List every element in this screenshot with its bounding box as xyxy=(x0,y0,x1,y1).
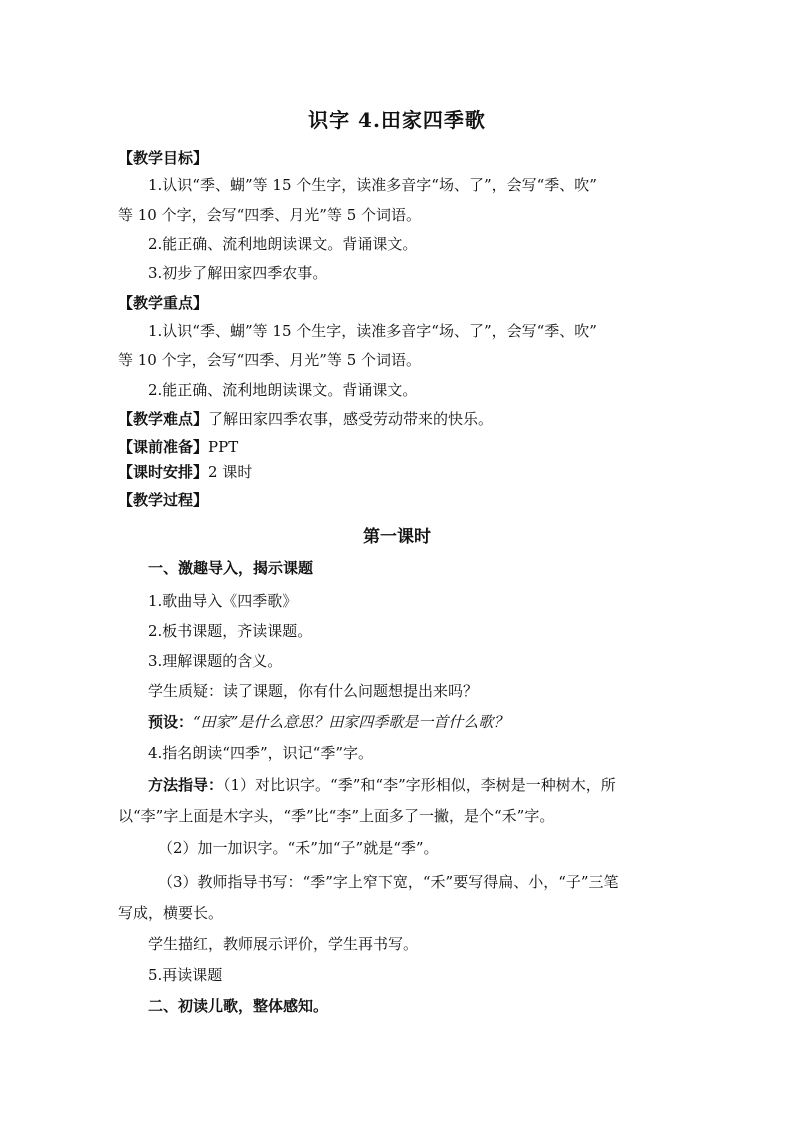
schedule-text: 2 课时 xyxy=(208,463,253,481)
key-points-item-1: 1.认识“季、蝴”等 15 个生字，读准多音字“场、了”，会写“季、吹” xyxy=(148,322,597,340)
s1-item-4: 4.指名朗读“四季”，识记“季”字。 xyxy=(148,744,373,762)
document-title: 识字 4.田家四季歌 xyxy=(308,108,486,132)
schedule-heading: 【课时安排】 xyxy=(118,463,209,481)
difficulty-row xyxy=(118,408,493,430)
lesson1-title: 第一课时 xyxy=(363,527,431,547)
key-points-item-2: 2.能正确、流利地朗读课文。背诵课文。 xyxy=(148,381,418,399)
method-row xyxy=(148,774,616,796)
schedule-row xyxy=(118,461,252,483)
preset-label: 预设： xyxy=(148,713,194,731)
s1-item-2: 2.板书课题，齐读课题。 xyxy=(148,622,313,640)
section2-heading: 二、初读儿歌，整体感知。 xyxy=(148,997,329,1015)
method-3-cont: 写成，横要长。 xyxy=(118,904,224,922)
method-label: 方法指导： xyxy=(148,776,224,794)
difficulty-text: 了解田家四季农事，感受劳动带来的快乐。 xyxy=(208,410,494,428)
objectives-item-3: 3.初步了解田家四季农事。 xyxy=(148,264,328,282)
method-2: （2）加一加识字。“禾”加“子”就是“季”。 xyxy=(158,839,439,857)
method-text-cont: 以“李”字上面是木字头，“季”比“李”上面多了一撇，是个“禾”字。 xyxy=(118,807,555,825)
method-3: （3）教师指导书写：“季”字上窄下宽，“禾”要写得扁、小，“子”三笔 xyxy=(158,873,619,891)
difficulty-heading: 【教学难点】 xyxy=(118,410,209,428)
preset-row xyxy=(148,711,508,733)
preset-text: “田家”是什么意思？田家四季歌是一首什么歌？ xyxy=(193,713,509,731)
s1-item-5: 5.再读课题 xyxy=(148,966,223,984)
objectives-item-2: 2.能正确、流利地朗读课文。背诵课文。 xyxy=(148,235,418,253)
s1-item-3: 3.理解课题的含义。 xyxy=(148,652,283,670)
practice-line: 学生描红，教师展示评价，学生再书写。 xyxy=(148,935,419,953)
process-heading: 【教学过程】 xyxy=(118,491,209,509)
s1-item-1: 1.歌曲导入《四季歌》 xyxy=(148,592,298,610)
preparation-row xyxy=(118,436,238,458)
key-points-heading: 【教学重点】 xyxy=(118,294,209,312)
preparation-heading: 【课前准备】 xyxy=(118,438,209,456)
objectives-item-1-cont: 等 10 个字，会写“四季、月光”等 5 个词语。 xyxy=(118,206,422,224)
preparation-text: PPT xyxy=(208,438,239,456)
method-text: （1）对比识字。“季”和“李”字形相似，李树是一种树木，所 xyxy=(223,776,616,794)
objectives-heading: 【教学目标】 xyxy=(118,149,209,167)
section1-heading: 一、激趣导入，揭示课题 xyxy=(148,559,314,577)
objectives-item-1: 1.认识“季、蝴”等 15 个生字，读准多音字“场、了”，会写“季、吹” xyxy=(148,176,597,194)
student-question: 学生质疑：读了课题，你有什么问题想提出来吗？ xyxy=(148,682,479,700)
key-points-item-1-cont: 等 10 个字，会写“四季、月光”等 5 个词语。 xyxy=(118,351,422,369)
